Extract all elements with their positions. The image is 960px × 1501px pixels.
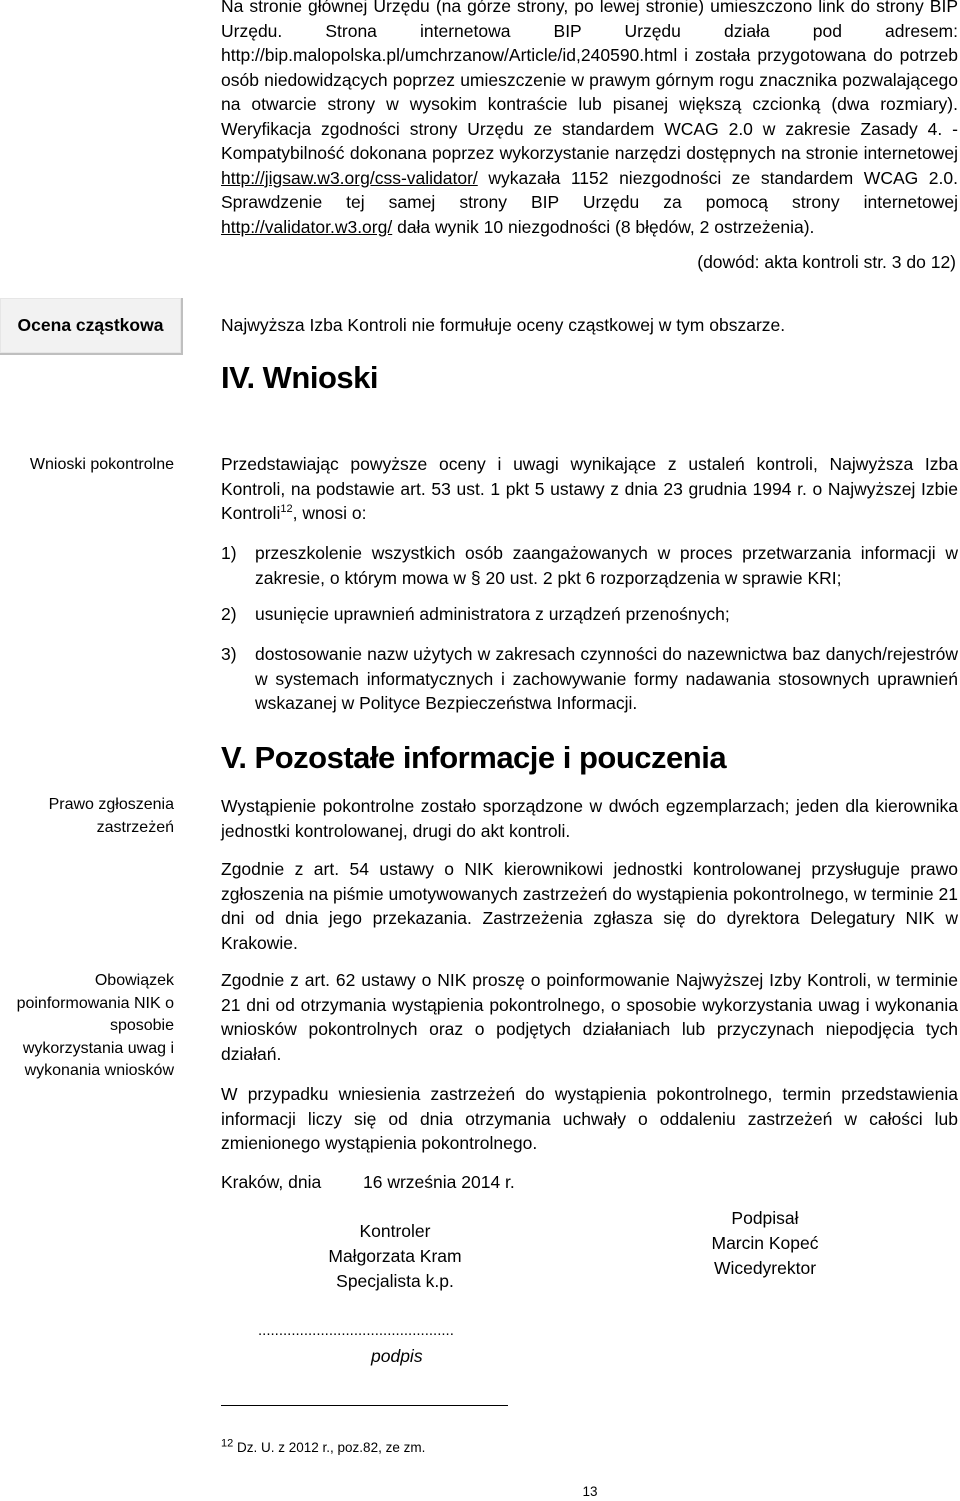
ocena-text: Najwyższa Izba Kontroli nie formułuje oceny cząstkowej w tym obszarze. — [221, 315, 786, 335]
paragraph-text: Zgodnie z art. 54 ustawy o NIK kierownikowi jednostki kontrolowanej przysługuje prawo zgłoszenia na piśmie umotywowanych zastrzeżeń do wystąpienia pokontrolnego, w terminie 21 dni od dnia jego przekazania. Zastrzeżenia zgłasza się do dyrektora Delegatury NIK w Krakowie. — [221, 859, 958, 953]
top-paragraph — [221, 0, 958, 239]
section-v-paragraph-4 — [221, 1082, 958, 1156]
ocena-badge-label: Ocena cząstkowa — [17, 315, 164, 335]
list-item-number: 2) — [221, 604, 237, 624]
paragraph-text: W przypadku wniesienia zastrzeżeń do wystąpienia pokontrolnego, termin przedstawienia informacji liczy się od dnia otrzymania uchwały o oddaleniu zastrzeżeń w całości lub zmienionego wystąpienia pokontrolnego. — [221, 1084, 958, 1153]
signer-right-name: Marcin Kopeć — [711, 1233, 819, 1253]
evidence-note: (dowód: akta kontroli str. 3 do 12) — [697, 252, 956, 272]
wnioski-intro — [221, 452, 958, 526]
side-label-zastrzezenia: Prawo zgłoszenia zastrzeżeń — [48, 796, 174, 836]
w3-validator-link[interactable]: http://validator.w3.org/ — [221, 216, 393, 237]
signer-right — [680, 1206, 850, 1281]
list-item-text: przeszkolenie wszystkich osób zaangażowanych w proces przetwarzania informacji w zakresie, o którym mowa w § 20 ust. 2 pkt 6 rozporządzenia w sprawie KRI; — [255, 543, 958, 588]
signer-left-role: Kontroler — [359, 1221, 431, 1241]
footnote-ref: 12 — [280, 503, 293, 516]
signature-dots: ............................................... — [258, 1322, 454, 1339]
signer-right-role: Podpisał — [731, 1208, 799, 1228]
list-item-number: 1) — [221, 543, 237, 563]
list-item-text: dostosowanie nazw użytych w zakresach czynności do nazewnictwa baz danych/rejestrów w systemach informatycznych i zachowywanie formy nadawania stosownych uprawnień wskazanej w Polityce Bezpieczeństwa Informacji. — [255, 644, 958, 713]
footnote — [221, 1437, 426, 1455]
ocena-czastkowa-badge — [0, 298, 183, 355]
top-paragraph-text-3: wykazała 1152 niezgodności ze standardem WCAG 2.0. Sprawdzenie tej samej strony BIP Urzędu za pomocą strony internetowej — [221, 167, 958, 212]
paragraph-text: Wystąpienie pokontrolne zostało sporządzone w dwóch egzemplarzach; jeden dla kierownika jednostki kontrolowanej, drugi do akt kontroli. — [221, 796, 958, 841]
wnioski-intro-end: , wnosi o: — [292, 503, 367, 523]
section-v-paragraph-1 — [221, 794, 958, 843]
top-paragraph-text-1: Na stronie głównej Urzędu (na górze strony, po lewej stronie) umieszczono link do strony BIP Urzędu. Strona internetowa BIP Urzędu działa pod adresem: — [221, 0, 958, 41]
list-item — [221, 602, 958, 627]
signer-left-title: Specjalista k.p. — [336, 1271, 454, 1291]
signer-right-title: Wicedyrektor — [713, 1258, 817, 1278]
footnote-text: Dz. U. z 2012 r., poz.82, ze zm. — [233, 1440, 426, 1455]
css-validator-link[interactable]: http://jigsaw.w3.org/css-validator/ — [221, 167, 478, 188]
list-item — [221, 642, 958, 716]
side-label-obowiazek: Obowiązek poinformowania NIK o sposobie wykorzystania uwag i wykonania wniosków — [16, 972, 174, 1079]
side-label-wnioski: Wnioski pokontrolne — [29, 456, 174, 473]
top-paragraph-text-2: i została przygotowana do potrzeb osób niedowidzących poprzez umieszczenie w prawym górnym rogu znacznika pozwalającego na otwarcie strony w wysokim kontraście lub pisanej większą czcionką (dwa rozmiary). Weryfikacja zgodności strony Urzędu ze standardem WCAG 2.0 w zakresie Zasady 4. - Kompatybilność dokonana poprzez wykorzystanie narzędzi dostępnych na stronie internetowej — [221, 45, 958, 163]
list-item-number: 3) — [221, 644, 237, 664]
top-paragraph-text-4: dała wynik 10 niezgodności (8 błędów, 2 ostrzeżenia). — [392, 216, 815, 237]
wnioski-intro-text: Przedstawiając powyższe oceny i uwagi wynikające z ustaleń kontroli, Najwyższa Izba Kontroli, na podstawie art. 53 ust. 1 pkt 5 ustawy z dnia 23 grudnia 1994 r. o Najwyższej Izbie Kontroli — [221, 454, 958, 523]
signer-left-name: Małgorzata Kram — [328, 1246, 462, 1266]
footnote-number: 12 — [221, 1437, 234, 1450]
list-item-text: usunięcie uprawnień administratora z urządzeń przenośnych; — [255, 604, 730, 624]
place-date-label: Kraków, dnia — [221, 1172, 322, 1192]
signature-date: 16 września 2014 r. — [363, 1172, 515, 1192]
bip-link[interactable]: http://bip.malopolska.pl/umchrzanow/Article/id,240590.html — [221, 45, 678, 65]
section-iv-heading: IV. Wnioski — [221, 360, 379, 395]
section-v-paragraph-2 — [221, 857, 958, 955]
section-v-paragraph-3 — [221, 968, 958, 1066]
signer-left — [300, 1219, 490, 1294]
paragraph-text: Zgodnie z art. 62 ustawy o NIK proszę o poinformowanie Najwyższej Izby Kontroli, w terminie 21 dni od otrzymania wystąpienia pokontrolnego, o sposobie wykorzystania uwag i wykonania wniosków pokontrolnych oraz o podjętych działaniach lub przyczynach niepodjęcia tych działań. — [221, 970, 958, 1064]
page-number: 13 — [582, 1484, 598, 1499]
footnote-divider — [221, 1405, 508, 1406]
signature-podpis: podpis — [371, 1346, 423, 1366]
section-v-heading: V. Pozostałe informacje i pouczenia — [221, 740, 727, 775]
list-item — [221, 541, 958, 590]
